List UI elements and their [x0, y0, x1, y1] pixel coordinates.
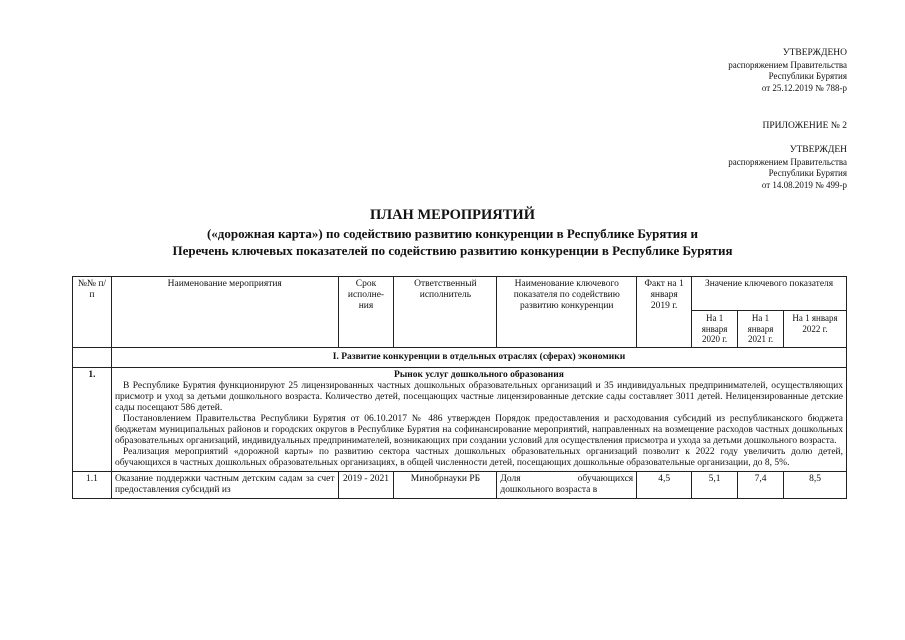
- market-paragraph: В Республике Бурятия функционируют 25 лицензированных частных дошкольных образовательных организаций и 35 индивидуальных предпринимателей, осуществляющих присмотр и уход за детьми дошкольного возраста. Количество детей, посещающих частные лицензированные детские сады составляет 3011 детей. Нелицензированные детские сады посещают 586 детей.: [114, 380, 843, 413]
- document-subtitle-2: Перечень ключевых показателей по содействию развитию конкуренции в Республике Бурятия: [172, 243, 733, 258]
- approval-line: распоряжением Правительства: [728, 59, 847, 70]
- header-name: Наименование мероприятия: [111, 277, 338, 348]
- row-term: 2019 - 2021: [338, 471, 394, 498]
- approval-line: от 25.12.2019 № 788-р: [761, 82, 847, 93]
- header-year-2020: На 1 января 2020 г.: [692, 311, 738, 348]
- approval-line: Республики Бурятия: [768, 71, 847, 81]
- approval-block-2: [728, 145, 847, 191]
- document-subtitle-1: («дорожная карта») по содействию развитию конкуренции в Республике Бурятия и: [206, 226, 699, 241]
- market-paragraph: Постановлением Правительства Республики Бурятия от 06.10.2017 № 486 утвержден Порядок предоставления и расходования субсидий из республиканского бюджета бюджетам муниципальных районов и городских округов в Республике Бурятия на софинансирование мероприятий, направленных на возмещение расходов частных дошкольных образовательных организаций, индивидуальных предпринимателей, возникающих при создании условий для осуществления присмотра и ухода за детьми дошкольного возраста.: [114, 413, 843, 446]
- row-responsible: Минобрнауки РБ: [394, 471, 497, 498]
- approval-line: от 14.08.2019 № 499-р: [761, 179, 847, 190]
- market-paragraph: Реализация мероприятий «дорожной карты» по развитию сектора частных дошкольных образовательных организаций позволит к 2022 году увеличить долю детей, обучающихся в частных дошкольных образовательных организациях, в общей численности детей, посещающих дошкольные образовательные организации, до 8, 5%.: [114, 446, 843, 468]
- market-title: Рынок услуг дошкольного образования: [394, 369, 564, 380]
- header-fact: Факт на 1 января 2019 г.: [637, 277, 692, 348]
- market-num: 1.: [73, 367, 112, 471]
- approval-line: Республики Бурятия: [768, 168, 847, 178]
- header-term: Срок исполне-ния: [338, 277, 394, 348]
- row-fact: 4,5: [637, 471, 692, 498]
- document-title: ПЛАН МЕРОПРИЯТИЙ: [370, 207, 535, 223]
- row-value-2021: 7,4: [738, 471, 784, 498]
- header-num: №№ п/п: [73, 277, 112, 348]
- row-num: 1.1: [73, 471, 112, 498]
- header-year-2021: На 1 января 2021 г.: [738, 311, 784, 348]
- row-indicator: Доля обучающихся дошкольного возраста в: [497, 471, 637, 498]
- plan-table: [72, 276, 847, 499]
- header-year-2022: На 1 января 2022 г.: [784, 311, 847, 348]
- section-row: [73, 347, 847, 367]
- table-row: [73, 471, 847, 498]
- row-value-2022: 8,5: [784, 471, 847, 498]
- header-indicator: Наименование ключевого показателя по содействию развитию конкуренции: [497, 277, 637, 348]
- market-description: [111, 367, 846, 471]
- row-name: Оказание поддержки частным детским садам за счет предоставления субсидий из: [111, 471, 338, 498]
- appendix-label: ПРИЛОЖЕНИЕ № 2: [762, 121, 847, 131]
- market-row: [73, 367, 847, 471]
- approval-head: УТВЕРЖДЕН: [789, 145, 847, 155]
- header-value-group: Значение ключевого показателя: [692, 277, 847, 311]
- approval-line: распоряжением Правительства: [728, 156, 847, 167]
- section-title: I. Развитие конкуренции в отдельных отраслях (сферах) экономики: [111, 347, 846, 367]
- row-value-2020: 5,1: [692, 471, 738, 498]
- approval-block-1: [728, 48, 847, 94]
- header-responsible: Ответственный исполнитель: [394, 277, 497, 348]
- approval-head: УТВЕРЖДЕНО: [782, 48, 847, 58]
